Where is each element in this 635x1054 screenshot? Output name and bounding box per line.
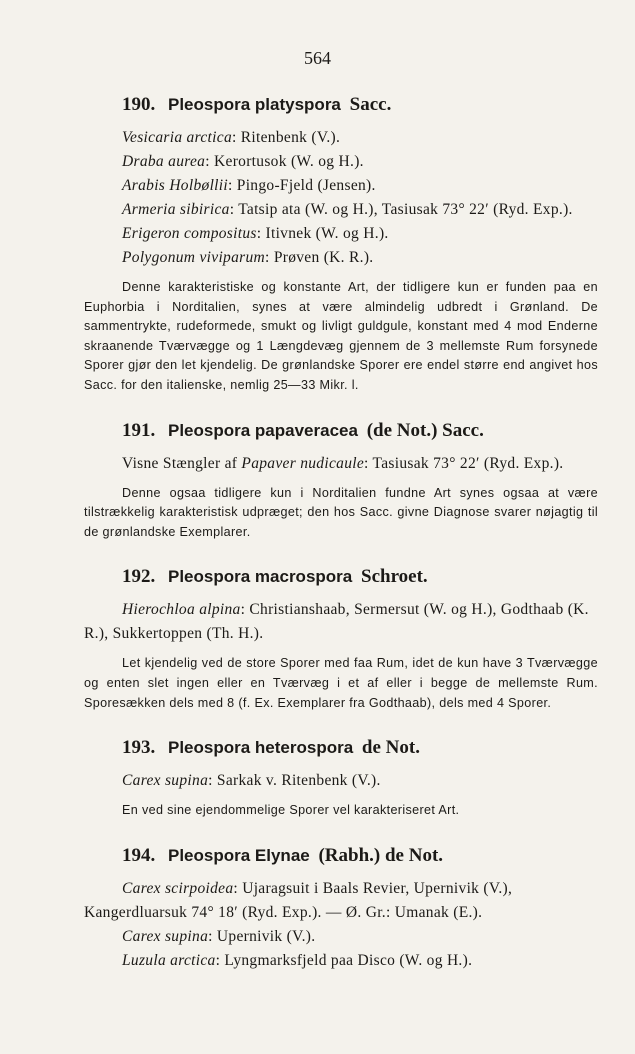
host-record — [84, 769, 598, 793]
taxon-author: de Not. — [361, 737, 420, 759]
host-record — [84, 925, 598, 949]
taxon-name: Pleospora heterospora — [168, 738, 354, 758]
host-record — [84, 198, 598, 222]
host-record — [84, 877, 598, 925]
page-body — [84, 92, 598, 995]
locality-text: : Christianshaab, Sermersut (W. og H.), Godthaab (K. R.), Sukkertoppen (Th. H.). — [84, 601, 589, 643]
host-name: Arabis Holbøllii — [122, 177, 228, 194]
entry-number: 191. — [122, 419, 156, 441]
host-name: Erigeron compositus — [122, 225, 257, 242]
host-name: Armeria sibirica — [122, 201, 230, 218]
locality-text: : Kerortusok (W. og H.). — [205, 153, 364, 170]
host-record — [84, 174, 598, 198]
entry-heading — [122, 735, 598, 761]
locality-text: : Sarkak v. Ritenbenk (V.). — [208, 772, 381, 790]
entry-note: Let kjendelig ved de store Sporer med faa Rum, idet de kun have 3 Tværvægge og enten slet ingen eller en Tværvæg i et af eller i begge de mellemste Rum. Sporesækken dels med 8 (f. Ex. Exemplarer fra Godthaab), dels med 4 Sporer. — [84, 656, 598, 710]
entry-heading — [122, 843, 598, 869]
species-entry-193 — [84, 735, 598, 821]
page-number: 564 — [304, 48, 331, 68]
entry-heading — [122, 418, 598, 444]
species-entry-190 — [84, 92, 598, 396]
taxon-name: Pleospora platyspora — [168, 95, 341, 114]
host-record — [84, 126, 598, 150]
host-name: Carex scirpoidea — [122, 879, 234, 897]
taxon-author: Schroet. — [361, 566, 428, 588]
locality-text: : Tasiusak 73° 22′ (Ryd. Exp.). — [364, 454, 564, 472]
host-name: Papaver nudicaule — [241, 454, 365, 472]
taxon-name: Pleospora papaveracea — [168, 420, 358, 440]
locality-text: : Lyngmarksfjeld paa Disco (W. og H.). — [215, 951, 473, 969]
entry-number: 192. — [122, 566, 156, 588]
host-record — [84, 222, 598, 246]
entry-note: Denne karakteristiske og konstante Art, der tidligere kun er funden paa en Euphorbia i Norditalien, synes at være almindelig udbredt i Grønland. De sammentrykte, rudeformede, smukt og livligt guldgule, konstant med 4 mod Enderne skraanende Tværvægge og 1 Længdevæg gjennem de 3 mellemste Rum forsynede Sporer gjør den let kjendelig. De grønlandske Sporer ere endel større end angivet hos Sacc. for den italienske, nemlig 25—33 Mikr. l. — [84, 280, 598, 392]
host-name: Draba aurea — [122, 153, 206, 170]
entry-note: Denne ogsaa tidligere kun i Norditalien fundne Art synes ogsaa at være tilstrækkelig karakteristisk udpræget; den hos Sacc. givne Diagnose svarer nøjagtig til de grønlandske Exemplarer. — [84, 485, 598, 539]
host-name: Luzula arctica — [122, 951, 216, 969]
host-name: Hierochloa alpina — [122, 601, 241, 619]
host-name: Vesicaria arctica — [122, 129, 232, 146]
locality-text: : Prøven (K. R.). — [265, 249, 374, 266]
entry-heading — [122, 564, 598, 590]
taxon-author: (Rabh.) de Not. — [318, 844, 444, 866]
locality-text: : Itivnek (W. og H.). — [256, 225, 389, 242]
host-name: Polygonum viviparum — [122, 249, 266, 266]
host-name: Carex supina — [122, 772, 209, 790]
host-record — [84, 246, 598, 270]
locality-text: : Upernivik (V.). — [208, 927, 316, 945]
taxon-author: Sacc. — [349, 94, 392, 115]
locality-text: : Ujaragsuit i Baals Revier, Upernivik (V.), Kangerdluarsuk 74° 18′ (Ryd. Exp.). — Ø. Gr.: Umanak (E.). — [84, 879, 513, 921]
locality-text: Visne Stængler af — [122, 454, 242, 472]
host-record — [84, 598, 598, 646]
entry-number: 193. — [122, 737, 156, 759]
entry-number: 190. — [122, 94, 156, 115]
species-entry-194 — [84, 843, 598, 973]
host-record — [84, 452, 598, 476]
taxon-author: (de Not.) Sacc. — [366, 419, 484, 441]
entry-note: En ved sine ejendommelige Sporer vel karakteriseret Art. — [122, 803, 460, 818]
species-entry-191 — [84, 418, 598, 543]
taxon-name: Pleospora macrospora — [168, 567, 353, 587]
host-record — [84, 150, 598, 174]
species-entry-192 — [84, 564, 598, 713]
entry-heading — [122, 92, 598, 118]
locality-text: : Pingo-Fjeld (Jensen). — [228, 177, 376, 194]
locality-text: : Ritenbenk (V.). — [232, 129, 341, 146]
entry-number: 194. — [122, 844, 156, 866]
taxon-name: Pleospora Elynae — [168, 845, 310, 865]
host-name: Carex supina — [122, 927, 209, 945]
host-record — [84, 949, 598, 973]
locality-text: : Tatsip ata (W. og H.), Tasiusak 73° 22′ (Ryd. Exp.). — [229, 201, 573, 218]
